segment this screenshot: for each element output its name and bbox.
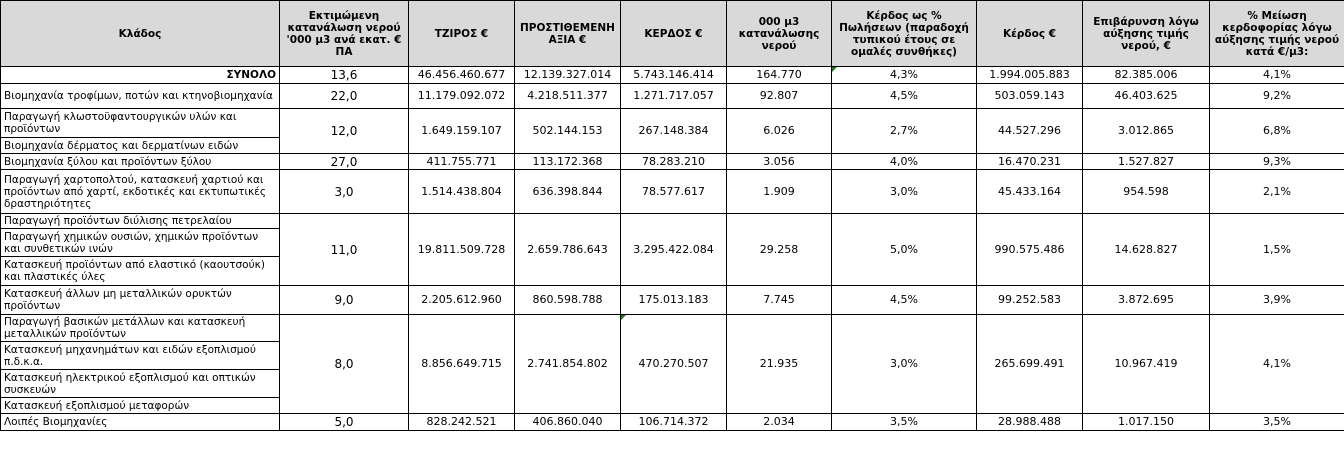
table-cell: 4.218.511.377 <box>515 84 621 109</box>
table-cell: 99.252.583 <box>977 286 1083 315</box>
col-header-turnover: ΤΖΙΡΟΣ € <box>409 1 515 67</box>
table-cell: 636.398.844 <box>515 170 621 214</box>
table-cell: 2.741.854.802 <box>515 315 621 414</box>
sector-name: Βιομηχανία ξύλου και προϊόντων ξύλου <box>1 154 280 170</box>
table-cell: 46.403.625 <box>1083 84 1210 109</box>
table-cell: 2.205.612.960 <box>409 286 515 315</box>
table-cell: 9,2% <box>1210 84 1344 109</box>
table-cell: 4,3% <box>832 67 977 84</box>
table-cell: 13,6 <box>280 67 409 84</box>
table-cell: 11,0 <box>280 214 409 286</box>
table-cell: 3,5% <box>832 414 977 431</box>
table-cell: 4,1% <box>1210 315 1344 414</box>
table-cell: 8.856.649.715 <box>409 315 515 414</box>
table-cell: 44.527.296 <box>977 109 1083 154</box>
table-cell: 1.514.438.804 <box>409 170 515 214</box>
table-cell: 46.456.460.677 <box>409 67 515 84</box>
col-header-water-cost-burden: Επιβάρυνση λόγω αύξησης τιμής νερού, € <box>1083 1 1210 67</box>
sector-name: Κατασκευή ηλεκτρικού εξοπλισμού και οπτικών συσκευών <box>1 370 280 398</box>
table-cell: 470.270.507 <box>621 315 727 414</box>
table-row <box>1 286 1344 315</box>
table-cell: 3,5% <box>1210 414 1344 431</box>
sector-name: Παραγωγή προϊόντων διύλισης πετρελαίου <box>1 214 280 229</box>
table-row <box>1 214 1344 229</box>
col-header-sector: Κλάδος <box>1 1 280 67</box>
table-cell: 267.148.384 <box>621 109 727 154</box>
sector-name: Κατασκευή μηχανημάτων και ειδών εξοπλισμού π.δ.κ.α. <box>1 342 280 370</box>
table-cell: 3.056 <box>727 154 832 170</box>
table-cell: 3,9% <box>1210 286 1344 315</box>
sector-name: Βιομηχανία τροφίμων, ποτών και κτηνοβιομηχανία <box>1 84 280 109</box>
table-cell: 4,5% <box>832 286 977 315</box>
table-cell: 3.012.865 <box>1083 109 1210 154</box>
table-cell: 5.743.146.414 <box>621 67 727 84</box>
table-row <box>1 84 1344 109</box>
sector-name: Κατασκευή εξοπλισμού μεταφορών <box>1 398 280 414</box>
sector-name: Κατασκευή άλλων μη μεταλλικών ορυκτών προϊόντων <box>1 286 280 315</box>
table-cell: 4,5% <box>832 84 977 109</box>
sector-name: Κατασκευή προϊόντων από ελαστικό (καουτσούκ) και πλαστικές ύλες <box>1 257 280 286</box>
table-cell: 1,5% <box>1210 214 1344 286</box>
table-cell: 828.242.521 <box>409 414 515 431</box>
table-cell: 6.026 <box>727 109 832 154</box>
table-cell: 92.807 <box>727 84 832 109</box>
table-cell: 11.179.092.072 <box>409 84 515 109</box>
col-header-profit: ΚΕΡΔΟΣ € <box>621 1 727 67</box>
total-label: ΣΥΝΟΛΟ <box>1 67 280 84</box>
col-header-profit-eur: Κέρδος € <box>977 1 1083 67</box>
sector-name: Βιομηχανία δέρματος και δερματίνων ειδών <box>1 138 280 154</box>
table-cell: 21.935 <box>727 315 832 414</box>
table-cell: 3,0% <box>832 315 977 414</box>
table-cell: 3.872.695 <box>1083 286 1210 315</box>
table-cell: 6,8% <box>1210 109 1344 154</box>
table-cell: 175.013.183 <box>621 286 727 315</box>
table-row <box>1 109 1344 138</box>
table-cell: 503.059.143 <box>977 84 1083 109</box>
table-cell: 2,7% <box>832 109 977 154</box>
table-row <box>1 170 1344 214</box>
table-cell: 2,1% <box>1210 170 1344 214</box>
table-cell: 1.017.150 <box>1083 414 1210 431</box>
table-cell: 1.271.717.057 <box>621 84 727 109</box>
table-row <box>1 154 1344 170</box>
table-cell: 3,0% <box>832 170 977 214</box>
table-cell: 78.577.617 <box>621 170 727 214</box>
table-cell: 45.433.164 <box>977 170 1083 214</box>
table-cell: 1.909 <box>727 170 832 214</box>
table-row <box>1 315 1344 342</box>
table-cell: 106.714.372 <box>621 414 727 431</box>
col-header-profit-reduction: % Μείωση κερδοφορίας λόγω αύξησης τιμής νερού κατά €/μ3: <box>1210 1 1344 67</box>
table-cell: 406.860.040 <box>515 414 621 431</box>
sector-name: Παραγωγή βασικών μετάλλων και κατασκευή μεταλλικών προϊόντων <box>1 315 280 342</box>
table-cell: 990.575.486 <box>977 214 1083 286</box>
table-cell: 3,0 <box>280 170 409 214</box>
table-cell: 7.745 <box>727 286 832 315</box>
table-cell: 5,0% <box>832 214 977 286</box>
table-cell: 1.527.827 <box>1083 154 1210 170</box>
table-cell: 82.385.006 <box>1083 67 1210 84</box>
table-cell: 860.598.788 <box>515 286 621 315</box>
table-cell: 78.283.210 <box>621 154 727 170</box>
col-header-value-added: ΠΡΟΣΤΙΘΕΜΕΝΗ ΑΞΙΑ € <box>515 1 621 67</box>
table-cell: 9,0 <box>280 286 409 315</box>
table-cell: 265.699.491 <box>977 315 1083 414</box>
table-cell: 9,3% <box>1210 154 1344 170</box>
table-cell: 1.649.159.107 <box>409 109 515 154</box>
table-cell: 27,0 <box>280 154 409 170</box>
table-cell: 113.172.368 <box>515 154 621 170</box>
table-cell: 5,0 <box>280 414 409 431</box>
table-row-total <box>1 67 1344 84</box>
header-row <box>1 1 1344 67</box>
sector-name: Λοιπές Βιομηχανίες <box>1 414 280 431</box>
sector-name: Παραγωγή κλωστοϋφαντουργικών υλών και προϊόντων <box>1 109 280 138</box>
table-cell: 12.139.327.014 <box>515 67 621 84</box>
table-cell: 14.628.827 <box>1083 214 1210 286</box>
table-cell: 8,0 <box>280 315 409 414</box>
col-header-water-consumption: 000 μ3 κατανάλωσης νερού <box>727 1 832 67</box>
table-cell: 28.988.488 <box>977 414 1083 431</box>
table-cell: 22,0 <box>280 84 409 109</box>
table-cell: 4,1% <box>1210 67 1344 84</box>
table-cell: 164.770 <box>727 67 832 84</box>
table-cell: 3.295.422.084 <box>621 214 727 286</box>
table-row <box>1 414 1344 431</box>
table-cell: 2.659.786.643 <box>515 214 621 286</box>
table-cell: 4,0% <box>832 154 977 170</box>
sector-name: Παραγωγή χαρτοπολτού, κατασκευή χαρτιού και προϊόντων από χαρτί, εκδοτικές και εκτυπωτικές δραστηριότητες <box>1 170 280 214</box>
col-header-water-intensity: Εκτιμώμενη κατανάλωση νερού '000 μ3 ανά εκατ. € ΠΑ <box>280 1 409 67</box>
table-cell: 12,0 <box>280 109 409 154</box>
table-cell: 1.994.005.883 <box>977 67 1083 84</box>
table-cell: 16.470.231 <box>977 154 1083 170</box>
table-cell: 2.034 <box>727 414 832 431</box>
table-cell: 10.967.419 <box>1083 315 1210 414</box>
table-cell: 411.755.771 <box>409 154 515 170</box>
table-cell: 502.144.153 <box>515 109 621 154</box>
col-header-profit-pct-sales: Κέρδος ως % Πωλήσεων (παραδοχή τυπικού έτους σε ομαλές συνθήκες) <box>832 1 977 67</box>
table-cell: 29.258 <box>727 214 832 286</box>
sector-name: Παραγωγή χημικών ουσιών, χημικών προϊόντων και συνθετικών ινών <box>1 229 280 257</box>
table-cell: 954.598 <box>1083 170 1210 214</box>
table-cell: 19.811.509.728 <box>409 214 515 286</box>
